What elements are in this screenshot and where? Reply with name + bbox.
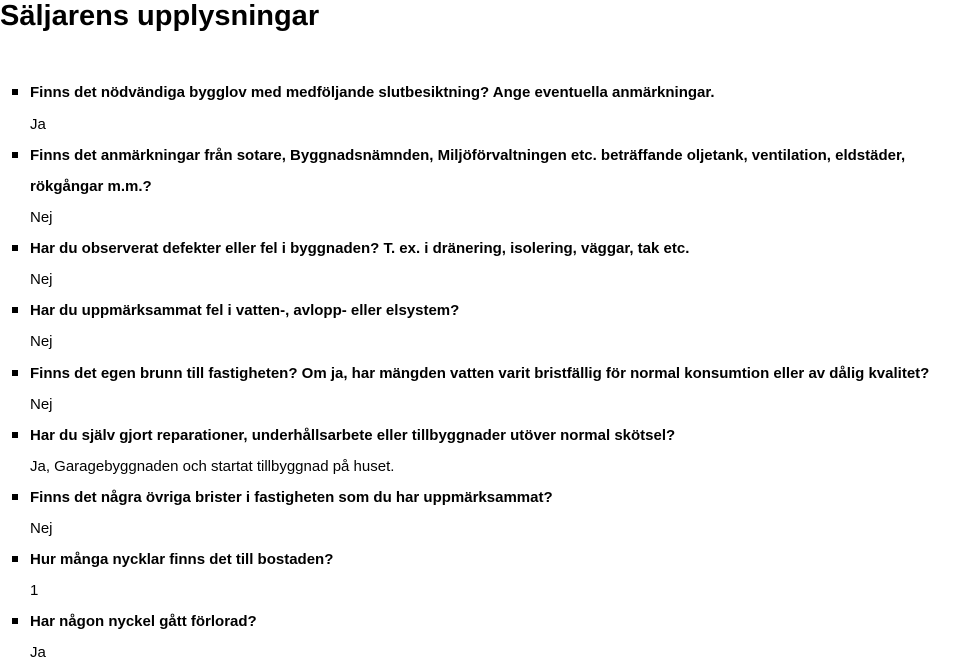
square-bullet-icon (12, 152, 18, 158)
page-title: Säljarens upplysningar (0, 0, 320, 32)
square-bullet-icon (12, 432, 18, 438)
question-text: Har du observerat defekter eller fel i byggnaden? T. ex. i dränering, isolering, väggar, tak etc. (30, 240, 690, 257)
square-bullet-icon (12, 618, 18, 624)
question-text: Finns det egen brunn till fastigheten? Om ja, har mängden vatten varit bristfällig för normal konsumtion eller av dålig kvalitet? (30, 365, 930, 382)
square-bullet-icon (12, 89, 18, 95)
question-text-continued: rökgångar m.m.? (30, 178, 152, 195)
answer-text: Nej (30, 396, 53, 413)
answer-text: Nej (30, 271, 53, 288)
answer-text: Nej (30, 520, 53, 537)
answer-text: Nej (30, 333, 53, 350)
answer-text: Ja (30, 644, 46, 660)
question-text: Finns det anmärkningar från sotare, Byggnadsnämnden, Miljöförvaltningen etc. beträffande oljetank, ventilation, eldstäder, (30, 147, 906, 164)
answer-text: Ja (30, 116, 46, 133)
answer-text: Nej (30, 209, 53, 226)
square-bullet-icon (12, 245, 18, 251)
answer-text: Ja, Garagebyggnaden och startat tillbyggnad på huset. (30, 458, 395, 475)
question-text: Har du uppmärksammat fel i vatten-, avlopp- eller elsystem? (30, 302, 460, 319)
question-text: Finns det nödvändiga bygglov med medföljande slutbesiktning? Ange eventuella anmärkningar. (30, 84, 715, 101)
square-bullet-icon (12, 494, 18, 500)
square-bullet-icon (12, 307, 18, 313)
square-bullet-icon (12, 556, 18, 562)
answer-text: 1 (30, 582, 39, 599)
question-text: Har någon nyckel gått förlorad? (30, 613, 257, 630)
question-text: Hur många nycklar finns det till bostaden? (30, 551, 334, 568)
question-text: Har du själv gjort reparationer, underhållsarbete eller tillbyggnader utöver normal skötsel? (30, 427, 676, 444)
question-text: Finns det några övriga brister i fastigheten som du har uppmärksammat? (30, 489, 553, 506)
square-bullet-icon (12, 370, 18, 376)
